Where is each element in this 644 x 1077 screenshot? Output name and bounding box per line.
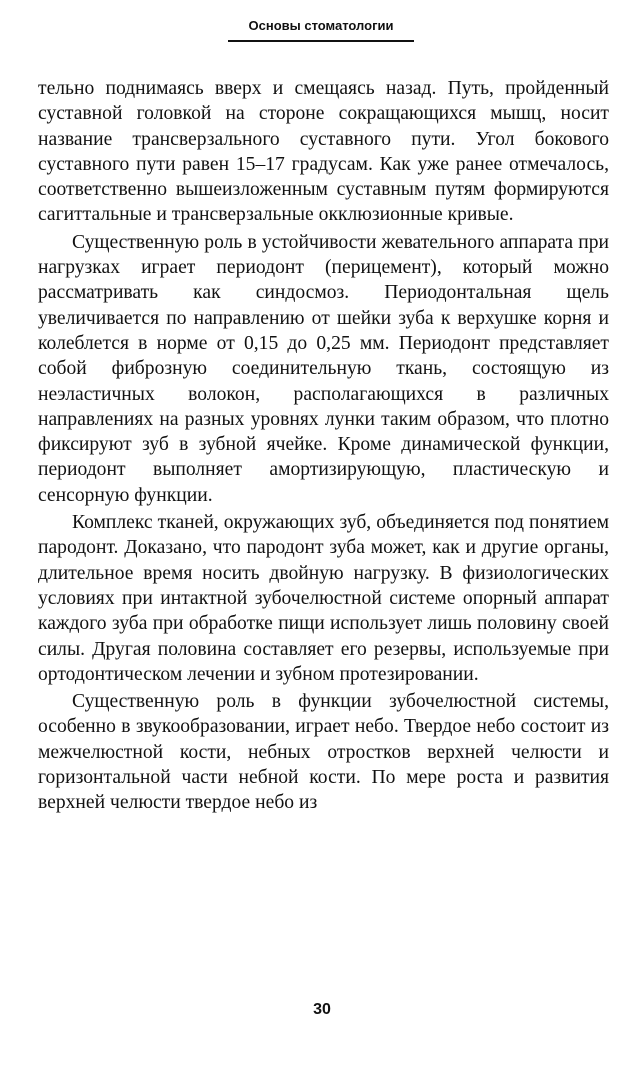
header-rule xyxy=(228,40,414,42)
paragraph-continued: тельно поднимаясь вверх и смещаясь назад. Путь, пройденный суставной головкой на стороне сокращающихся мышц, носит название трансверзального суставного пути. Угол бокового суставного пути равен 15–17 градусам. Как уже ранее отмечалось, соответственно вышеизложенным суставным путям формируются сагиттальные и трансверзальные окклюзионные кривые. xyxy=(38,78,609,226)
body-text xyxy=(38,76,609,816)
paragraph: Существенную роль в функции зубочелюстной системы, особенно в звукообразовании, играет небо. Твердое небо состоит из межчелюстной кости, небных отростков верхней челюсти и горизонтальной части небной кости. По мере роста и развития верхней челюсти твердое небо из xyxy=(38,691,609,814)
paragraph: Существенную роль в устойчивости жевательного аппарата при нагрузках играет периодонт (перицемент), который можно рассматривать как синдосмоз. Периодонтальная щель увеличивается по направлению от шейки зуба к верхушке корня и колеблется в норме от 0,15 до 0,25 мм. Периодонт представляет собой фиброзную соединительную ткань, состоящую из неэластичных волокон, располагающихся в различных направлениях на разных уровнях лунки таким образом, что плотно фиксируют зуб в зубной ячейке. Кроме динамической функции, периодонт выполняет амортизирующую, пластическую и сенсорную функции. xyxy=(38,231,609,506)
running-header: Основы стоматологии xyxy=(248,18,394,33)
page-number: 30 xyxy=(313,1001,331,1018)
paragraph: Комплекс тканей, окружающих зуб, объединяется под понятием пародонт. Доказано, что пародонт зуба может, как и другие органы, длительное время носить двойную нагрузку. В физиологических условиях при интактной зубочелюстной системе опорный аппарат каждого зуба при обработке пищи использует лишь половину своей силы. Другая половина составляет его резервы, используемые при ортодонтическом лечении и зубном протезировании. xyxy=(38,512,609,685)
